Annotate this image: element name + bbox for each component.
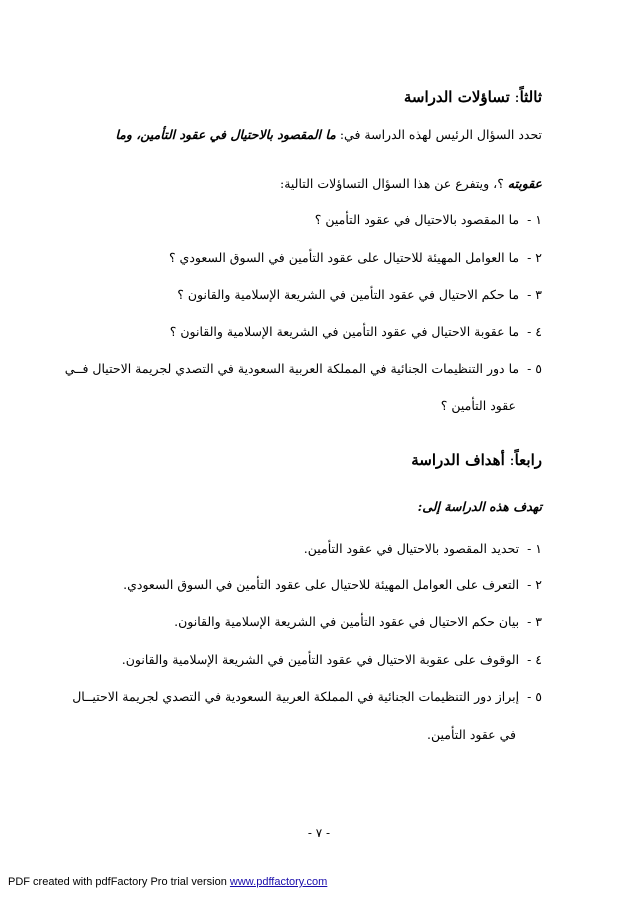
heading-ordinal: ثالثاً <box>519 88 542 106</box>
footer-link[interactable]: www.pdffactory.com <box>229 876 328 888</box>
heading-title: تساؤلات الدراسة <box>403 88 510 106</box>
goal-text: بيان حكم الاحتيال في عقود التأمين في الشريعة الإسلامية والقانون. <box>174 614 520 629</box>
question-text: ما عقوبة الاحتيال في عقود التأمين في الشريعة الإسلامية والقانون ؟ <box>169 324 520 339</box>
goal-text-cont: في عقود التأمين. <box>427 727 516 742</box>
questions-intro-line2 <box>280 175 542 193</box>
footer-text: PDF created with pdfFactory Pro trial version <box>8 876 230 888</box>
goal-item <box>72 688 542 706</box>
question-text: ما دور التنظيمات الجنائية في المملكة العربية السعودية في التصدي لجريمة الاحتيال فــي <box>64 361 520 376</box>
goal-item <box>123 576 542 594</box>
section-heading-goals <box>411 451 542 469</box>
intro-main-question-end: عقوبته <box>507 176 542 191</box>
question-text: ما حكم الاحتيال في عقود التأمين في الشريعة الإسلامية والقانون ؟ <box>177 287 520 302</box>
question-item <box>65 360 542 378</box>
intro-main-question: ما المقصود بالاحتيال في عقود التأمين، وما <box>115 127 336 142</box>
goals-intro: تهدف هذه الدراسة إلى: <box>417 499 542 514</box>
goal-number: ٥ - <box>527 689 542 704</box>
goal-item <box>122 651 542 669</box>
goal-text: التعرف على العوامل المهيئة للاحتيال على عقود التأمين في السوق السعودي. <box>123 577 520 592</box>
question-item <box>169 249 542 267</box>
heading-colon: : <box>504 451 515 469</box>
question-item <box>170 323 542 341</box>
question-item-continuation <box>441 397 516 415</box>
goal-number: ٣ - <box>527 614 542 629</box>
goal-item <box>304 540 542 558</box>
heading-colon: : <box>509 88 520 106</box>
intro-plain-text: تحدد السؤال الرئيس لهذه الدراسة في: <box>335 127 542 142</box>
question-number: ٣ - <box>527 287 542 302</box>
question-number: ٢ - <box>527 250 542 265</box>
question-number: ١ - <box>527 212 542 227</box>
goal-item-continuation <box>427 726 516 744</box>
question-text: ما العوامل المهيئة للاحتيال على عقود التأمين في السوق السعودي ؟ <box>168 250 520 265</box>
question-text-cont: عقود التأمين ؟ <box>440 398 516 413</box>
goal-number: ١ - <box>527 541 542 556</box>
questions-intro-line1 <box>115 126 542 144</box>
heading-title: أهداف الدراسة <box>411 451 505 469</box>
intro-rest-text: ؟، ويتفرع عن هذا السؤال التساؤلات التالية: <box>280 176 508 191</box>
question-number: ٤ - <box>527 324 542 339</box>
goal-number: ٢ - <box>527 577 542 592</box>
question-text: ما المقصود بالاحتيال في عقود التأمين ؟ <box>314 212 520 227</box>
pdf-footer <box>8 876 327 888</box>
heading-ordinal: رابعاً <box>514 451 542 469</box>
goal-text: إبراز دور التنظيمات الجنائية في المملكة العربية السعودية في التصدي لجريمة الاحتيــال <box>72 689 520 704</box>
question-number: ٥ - <box>527 361 542 376</box>
goal-text: تحديد المقصود بالاحتيال في عقود التأمين. <box>303 541 520 556</box>
question-item <box>177 286 542 304</box>
section-heading-questions <box>404 88 542 106</box>
goal-item <box>174 613 542 631</box>
goal-text: الوقوف على عقوبة الاحتيال في عقود التأمين في الشريعة الإسلامية والقانون. <box>121 652 520 667</box>
page-number: - ٧ - <box>307 826 331 840</box>
goal-number: ٤ - <box>527 652 542 667</box>
question-item <box>315 211 542 229</box>
